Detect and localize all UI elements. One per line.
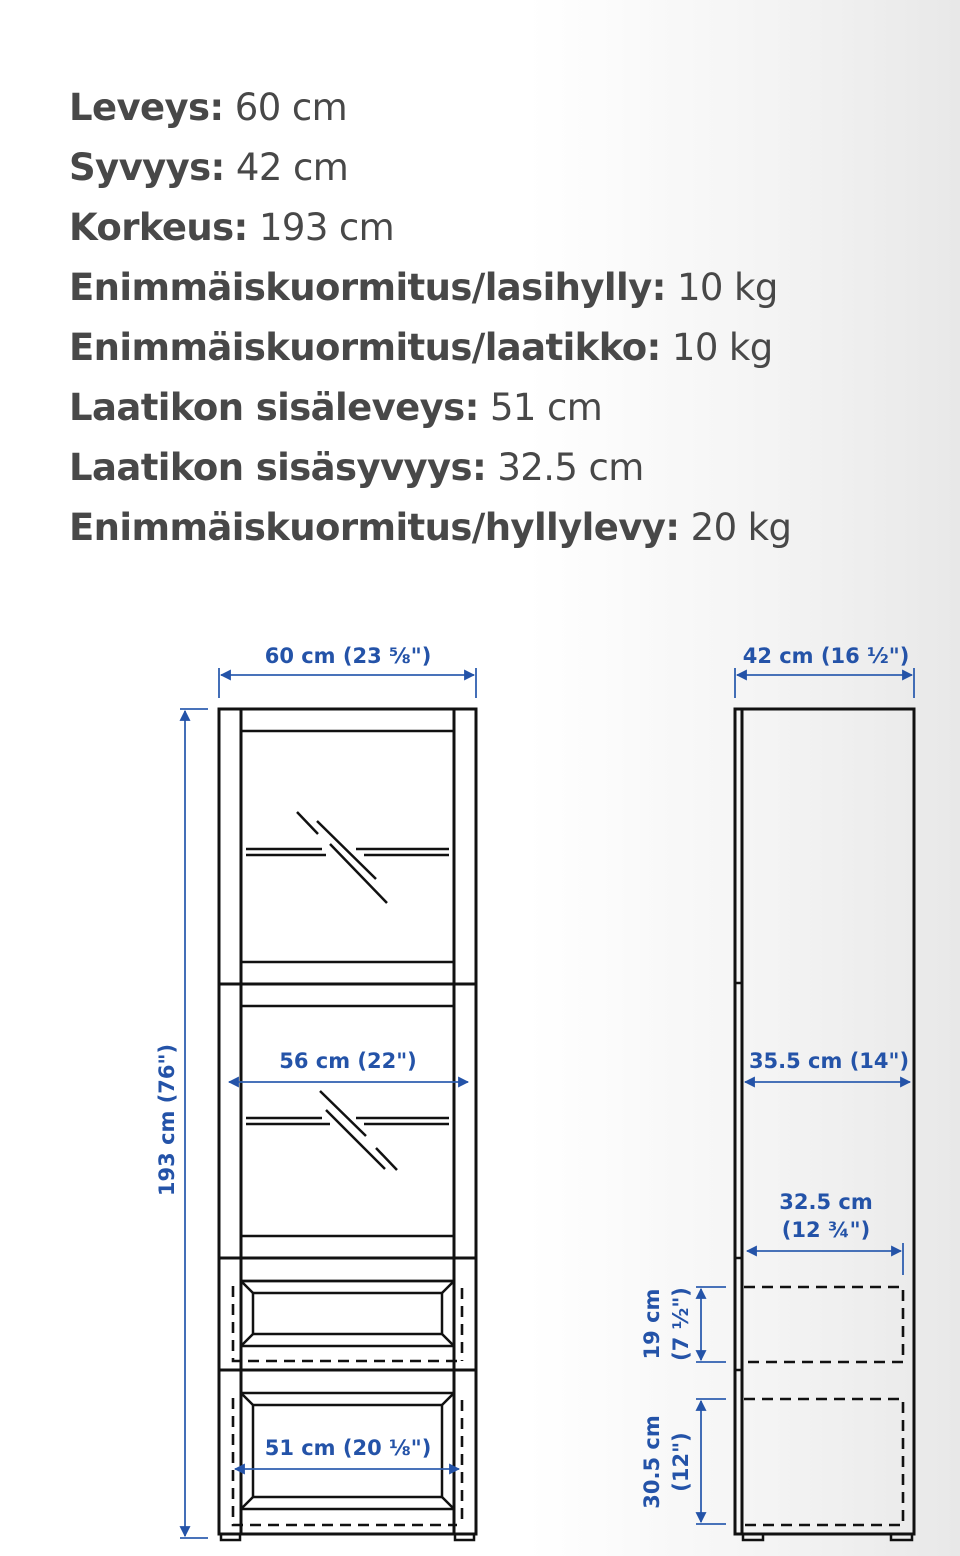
spec-value: 60 cm (234, 86, 348, 129)
spec-label: Enimmäiskuormitus/hyllylevy: (69, 506, 680, 549)
dimension-drawer-depth (747, 1190, 903, 1275)
inner-depth-label: 35.5 cm (14") (748, 1049, 910, 1073)
dimension-drawer-width (235, 1436, 459, 1469)
dimension-depth (735, 644, 914, 698)
drawer2-height-label-1: 30.5 cm (640, 1415, 664, 1509)
drawer-front-1 (219, 1281, 476, 1370)
spec-label: Enimmäiskuormitus/laatikko: (69, 326, 661, 369)
cabinet-side-outline (735, 709, 914, 1534)
spec-label: Laatikon sisäleveys: (69, 386, 479, 429)
spec-label: Korkeus: (69, 206, 248, 249)
drawer-box-1 (744, 1287, 903, 1362)
width-label: 60 cm (23 ⅝") (264, 644, 432, 668)
foot (221, 1534, 240, 1540)
side-view (640, 644, 914, 1540)
spec-label: Enimmäiskuormitus/lasihylly: (69, 266, 666, 309)
lower-glass-door (219, 1006, 476, 1258)
cabinet-outline (219, 709, 476, 1534)
dimension-drawer1-height (640, 1287, 726, 1362)
spec-value: 32.5 cm (497, 446, 644, 489)
drawer-depth-label-1: 32.5 cm (779, 1190, 873, 1214)
height-label: 193 cm (76") (155, 1043, 179, 1197)
spec-value: 51 cm (489, 386, 603, 429)
glass-reflection-icon (246, 1091, 449, 1170)
foot (455, 1534, 474, 1540)
drawer-width-label: 51 cm (20 ⅛") (264, 1436, 432, 1460)
spec-value: 193 cm (258, 206, 395, 249)
drawer-box-2 (744, 1399, 903, 1525)
drawer-depth-label-2: (12 ¾") (781, 1218, 871, 1242)
spec-label: Laatikon sisäsyvyys: (69, 446, 487, 489)
dimension-inner-width (229, 1049, 468, 1082)
spec-value: 10 kg (671, 326, 773, 369)
glass-reflection-icon (246, 812, 449, 903)
dimension-inner-depth (745, 1049, 910, 1082)
spec-label: Syvyys: (69, 146, 225, 189)
drawer1-height-label-1: 19 cm (640, 1288, 664, 1360)
depth-label: 42 cm (16 ½") (742, 644, 910, 668)
upper-glass-door (219, 731, 476, 984)
spec-value: 42 cm (235, 146, 349, 189)
drawer1-height-label-2: (7 ½") (669, 1287, 693, 1361)
drawer2-height-label-2: (12") (669, 1432, 693, 1492)
inner-width-label: 56 cm (22") (279, 1049, 417, 1073)
dimension-drawer2-height (640, 1399, 726, 1524)
dimension-width (219, 644, 476, 698)
front-view (155, 644, 476, 1540)
spec-value: 20 kg (690, 506, 792, 549)
foot (891, 1534, 912, 1540)
dimension-height (155, 709, 208, 1538)
spec-label: Leveys: (69, 86, 224, 129)
foot (743, 1534, 763, 1540)
spec-value: 10 kg (676, 266, 778, 309)
